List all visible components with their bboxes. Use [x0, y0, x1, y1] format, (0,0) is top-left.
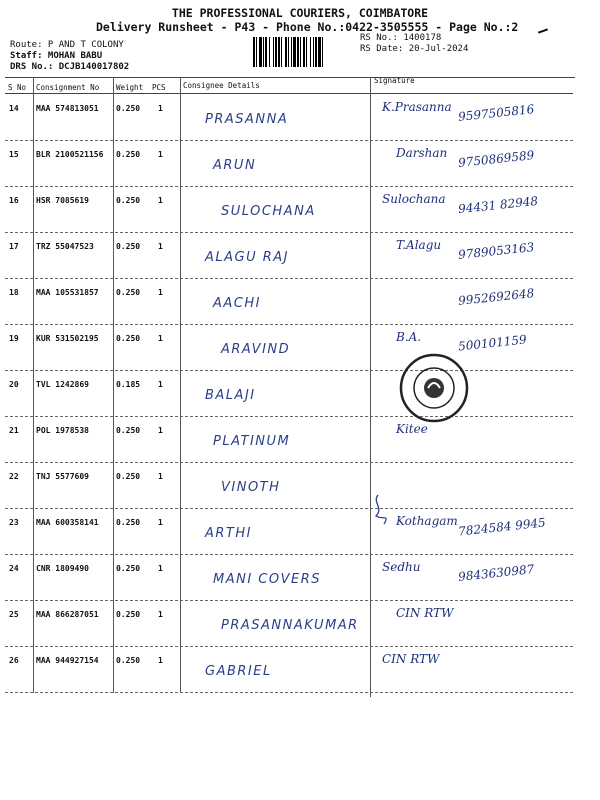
row-consignment-no: TRZ 55047523: [36, 242, 94, 251]
row-signature: CIN RTW: [382, 652, 440, 666]
row-pcs: 1: [158, 334, 163, 343]
row-phone: 7824584 9945: [457, 515, 547, 539]
col-header-pcs: PCS: [152, 83, 166, 92]
row-consignee-name: BALAJI: [205, 388, 256, 403]
row-divider: [5, 554, 573, 555]
row-consignee-name: PRASANNAKUMAR: [221, 618, 359, 633]
table-top-rule: [5, 77, 575, 78]
route-label: Route: P AND T COLONY: [10, 40, 124, 50]
row-consignee-name: PRASANNA: [205, 112, 289, 127]
row-pcs: 1: [158, 518, 163, 527]
row-sno: 22: [9, 472, 19, 481]
row-signature: Darshan: [396, 146, 448, 160]
row-signature: Sulochana: [382, 192, 446, 206]
row-phone: 500101159: [457, 332, 528, 354]
header-bottom-rule: [5, 93, 573, 94]
row-consignment-no: HSR 7085619: [36, 196, 89, 205]
row-weight: 0.250: [116, 426, 141, 435]
row-sno: 16: [9, 196, 19, 205]
row-pcs: 1: [158, 656, 163, 665]
col-header-consignee: Consignee Details: [183, 81, 260, 90]
row-consignee-name: ALAGU RAJ: [205, 250, 290, 265]
drs-number: DRS No.: DCJB140017802: [10, 62, 130, 72]
row-divider: [5, 232, 573, 233]
rs-number: RS No.: 1400178: [360, 33, 442, 43]
row-sno: 26: [9, 656, 19, 665]
row-pcs: 1: [158, 104, 163, 113]
row-consignment-no: TVL 1242869: [36, 380, 89, 389]
row-phone: 9789053163: [457, 240, 535, 262]
company-title: THE PROFESSIONAL COURIERS, COIMBATORE: [171, 6, 429, 20]
row-pcs: 1: [158, 380, 163, 389]
row-divider: [5, 324, 573, 325]
row-weight: 0.250: [116, 564, 141, 573]
col-divider: [370, 77, 371, 697]
col-header-signature: Signature: [374, 76, 415, 85]
col-header-consignment: Consignment No: [36, 83, 100, 92]
row-divider: [5, 508, 573, 509]
row-consignment-no: MAA 574813051: [36, 104, 99, 113]
row-consignment-no: MAA 600358141: [36, 518, 99, 527]
row-divider: [5, 462, 573, 463]
row-consignee-name: PLATINUM: [213, 434, 291, 449]
staff-label: Staff: MOHAN BABU: [10, 51, 103, 61]
row-pcs: 1: [158, 242, 163, 251]
row-pcs: 1: [158, 426, 163, 435]
row-consignee-name: MANI COVERS: [213, 572, 322, 587]
row-consignee-name: ARAVIND: [221, 342, 291, 357]
col-header-weight: Weight: [116, 83, 144, 92]
row-sno: 19: [9, 334, 19, 343]
row-signature: T.Alagu: [396, 238, 442, 252]
rs-date: RS Date: 20-Jul-2024: [360, 44, 469, 54]
runsheet-title: Delivery Runsheet - P43 - Phone No.:0422-3505555 - Page No.:2: [96, 20, 519, 34]
row-weight: 0.250: [116, 334, 141, 343]
row-pcs: 1: [158, 196, 163, 205]
row-phone: 94431 82948: [457, 193, 539, 217]
row-divider: [5, 416, 573, 417]
row-sno: 20: [9, 380, 19, 389]
row-phone: 9843630987: [457, 562, 535, 584]
row-sno: 14: [9, 104, 19, 113]
row-consignment-no: POL 1978538: [36, 426, 89, 435]
company-stamp: [398, 352, 470, 424]
row-weight: 0.250: [116, 196, 141, 205]
row-weight: 0.250: [116, 518, 141, 527]
row-divider: [5, 646, 573, 647]
row-divider: [5, 186, 573, 187]
row-weight: 0.250: [116, 104, 141, 113]
row-weight: 0.250: [116, 150, 141, 159]
row-sno: 18: [9, 288, 19, 297]
row-divider: [5, 370, 573, 371]
row-weight: 0.250: [116, 656, 141, 665]
row-phone: 9750869589: [457, 148, 535, 170]
row-pcs: 1: [158, 288, 163, 297]
row-divider: [5, 140, 573, 141]
signature-scribble: [370, 490, 400, 530]
row-consignment-no: TNJ 5577609: [36, 472, 89, 481]
row-consignee-name: VINOTH: [221, 480, 281, 495]
row-weight: 0.185: [116, 380, 141, 389]
row-consignee-name: ARUN: [213, 158, 257, 173]
row-consignee-name: ARTHI: [205, 526, 252, 541]
row-signature: Sedhu: [382, 560, 421, 574]
barcode: [253, 37, 355, 67]
row-phone: 9952692648: [457, 286, 535, 308]
row-weight: 0.250: [116, 288, 141, 297]
row-weight: 0.250: [116, 242, 141, 251]
row-sno: 21: [9, 426, 19, 435]
row-signature: B.A.: [396, 330, 422, 344]
row-signature: Kitee: [396, 422, 428, 436]
row-signature: CIN RTW: [396, 606, 454, 620]
row-pcs: 1: [158, 472, 163, 481]
row-divider: [5, 692, 573, 693]
row-sno: 25: [9, 610, 19, 619]
row-divider: [5, 278, 573, 279]
row-consignee-name: GABRIEL: [205, 664, 272, 679]
row-weight: 0.250: [116, 472, 141, 481]
col-header-sno: S No: [8, 83, 27, 92]
row-sno: 15: [9, 150, 19, 159]
row-signature: K.Prasanna: [382, 100, 452, 114]
row-weight: 0.250: [116, 610, 141, 619]
row-sno: 17: [9, 242, 19, 251]
pen-mark: [538, 28, 548, 33]
row-signature: Kothagam: [396, 514, 458, 528]
row-sno: 24: [9, 564, 19, 573]
row-consignment-no: MAA 866287051: [36, 610, 99, 619]
row-consignment-no: MAA 944927154: [36, 656, 99, 665]
row-consignment-no: MAA 105531857: [36, 288, 99, 297]
row-consignee-name: SULOCHANA: [221, 204, 316, 219]
row-consignment-no: BLR 2100521156: [36, 150, 104, 159]
row-pcs: 1: [158, 610, 163, 619]
row-consignee-name: AACHI: [213, 296, 261, 311]
row-pcs: 1: [158, 564, 163, 573]
row-consignment-no: KUR 531502195: [36, 334, 99, 343]
row-divider: [5, 600, 573, 601]
row-phone: 9597505816: [457, 102, 535, 124]
row-pcs: 1: [158, 150, 163, 159]
barcode-bar: [323, 37, 325, 67]
row-sno: 23: [9, 518, 19, 527]
row-consignment-no: CNR 1809490: [36, 564, 89, 573]
